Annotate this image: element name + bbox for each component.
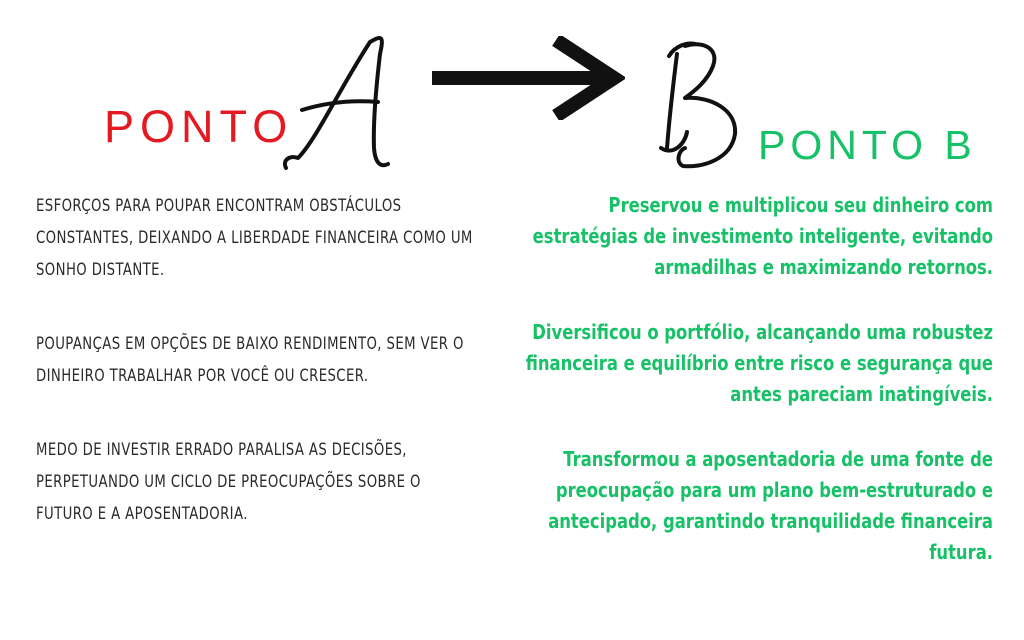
right-paragraph-1: Preservou e multiplicou seu dinheiro com estratégias de investimento inteligente, evitando armadilhas e maximizando retornos.	[532, 193, 993, 279]
script-letter-a-icon	[276, 30, 396, 180]
left-paragraph-3: MEDO DE INVESTIR ERRADO PARALISA AS DECISÕES, PERPETUANDO UM CICLO DE PREOCUPAÇÕES SOBRE O FUTURO E A APOSENTADORIA.	[36, 440, 421, 524]
ponto-b-label: PONTO B	[758, 122, 977, 168]
left-paragraph-1: ESFORÇOS PARA POUPAR ENCONTRAM OBSTÁCULOS CONSTANTES, DEIXANDO A LIBERDADE FINANCEIRA COMO UM SONHO DISTANTE.	[36, 196, 473, 280]
arrow-right-icon	[430, 36, 625, 120]
right-paragraph-2: Diversificou o portfólio, alcançando uma robustez financeira e equilíbrio entre risco e segurança que antes pareciam inatingíveis.	[525, 320, 993, 406]
left-paragraph-2: POUPANÇAS EM OPÇÕES DE BAIXO RENDIMENTO, SEM VER O DINHEIRO TRABALHAR POR VOCÊ OU CRESCER.	[36, 334, 464, 386]
script-letter-b-icon	[655, 36, 755, 176]
ponto-a-label: PONTO	[104, 101, 294, 152]
ponto-a-description	[36, 190, 476, 572]
ponto-b-description	[520, 190, 993, 602]
right-paragraph-3: Transformou a aposentadoria de uma fonte de preocupação para um plano bem-estruturado e antecipado, garantindo tranquilidade financeira futura.	[548, 447, 993, 564]
